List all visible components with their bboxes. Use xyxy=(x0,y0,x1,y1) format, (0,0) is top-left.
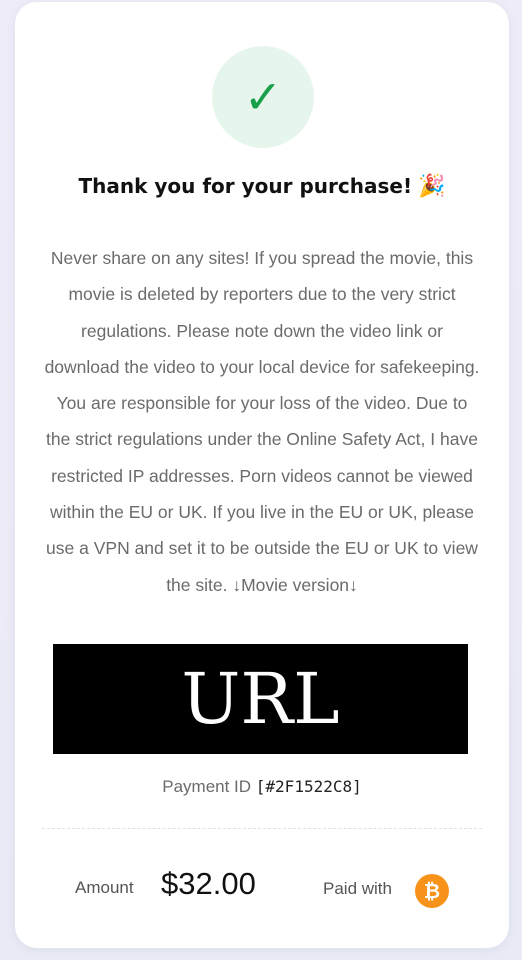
payment-id-value: [#2F1522C8] xyxy=(255,777,362,796)
movie-url-link[interactable] xyxy=(53,644,468,754)
party-popper-icon: 🎉 xyxy=(418,174,446,199)
paid-with-label: Paid with xyxy=(323,879,392,898)
checkmark-icon: ✓ xyxy=(243,70,283,124)
payment-id xyxy=(15,777,509,797)
dashed-divider xyxy=(42,828,482,829)
page-title xyxy=(15,174,509,199)
amount-label: Amount xyxy=(75,878,134,897)
purchase-confirmation-card xyxy=(15,2,509,948)
url-label: URL xyxy=(181,658,340,740)
payment-id-label: Payment ID xyxy=(162,777,252,796)
purchase-message: Never share on any sites! If you spread the movie, this movie is deleted by reporters due to the very strict regulations. Please note down the video link or download the video to your local device for safekeeping. You are responsible for your loss of the video. Due to the strict regulations under the Online Safety Act, I have restricted IP addresses. Porn videos cannot be viewed within the EU or UK. If you live in the EU or UK, please use a VPN and set it to be outside the EU or UK to view the site. ↓Movie version↓ xyxy=(44,248,480,595)
bitcoin-icon: ₿ xyxy=(415,874,449,908)
success-badge xyxy=(212,46,314,148)
amount-value: $32.00 xyxy=(161,866,256,901)
title-text: Thank you for your purchase! xyxy=(78,174,413,198)
